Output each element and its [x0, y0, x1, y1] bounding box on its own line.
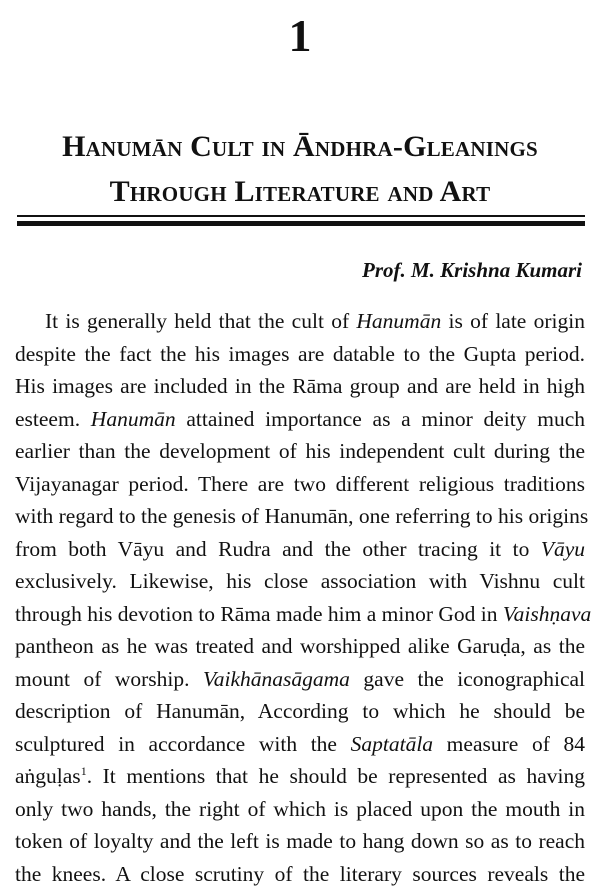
text-line: only two hands, the right of which is placed upon the mouth in	[15, 793, 585, 826]
title-rule-thin	[17, 215, 585, 217]
text-line: It is generally held that the cult of Hanumān is of late origin	[15, 305, 585, 338]
text-line: esteem. Hanumān attained importance as a minor deity much	[15, 403, 585, 436]
author-name: Prof. M. Krishna Kumari	[362, 258, 582, 283]
chapter-title	[0, 124, 600, 214]
text-line: token of loyalty and the left is made to hang down so as to reach	[15, 825, 585, 858]
chapter-title-line-2: Through Literature and Art	[0, 169, 600, 214]
title-rule-thick	[17, 221, 585, 226]
text-line: His images are included in the Rāma group and are held in high	[15, 370, 585, 403]
text-line: earlier than the development of his independent cult during the	[15, 435, 585, 468]
text-line: with regard to the genesis of Hanumān, one referring to his origins	[15, 500, 585, 533]
footnote-marker[interactable]: 1	[81, 764, 87, 778]
body-paragraph	[15, 305, 585, 890]
text-line: sculptured in accordance with the Saptatāla measure of 84	[15, 728, 585, 761]
chapter-number: 1	[0, 6, 600, 66]
text-line: from both Vāyu and Rudra and the other tracing it to Vāyu	[15, 533, 585, 566]
chapter-title-line-1: Hanumān Cult in Āndhra-Gleanings	[0, 124, 600, 169]
text-line: despite the fact the his images are datable to the Gupta period.	[15, 338, 585, 371]
text-line: through his devotion to Rāma made him a minor God in Vaishṇava	[15, 598, 585, 631]
text-line: mount of worship. Vaikhānasāgama gave the iconographical	[15, 663, 585, 696]
text-line: aṅguḷas$^1$. It mentions that he should be represented as having	[15, 760, 585, 793]
text-line: pantheon as he was treated and worshipped alike Garuḍa, as the	[15, 630, 585, 663]
text-line: description of Hanumān, According to which he should be	[15, 695, 585, 728]
text-line: exclusively. Likewise, his close association with Vishnu cult	[15, 565, 585, 598]
text-line: the knees. A close scrutiny of the literary sources reveals the	[15, 858, 585, 890]
text-line: Vijayanagar period. There are two different religious traditions	[15, 468, 585, 501]
